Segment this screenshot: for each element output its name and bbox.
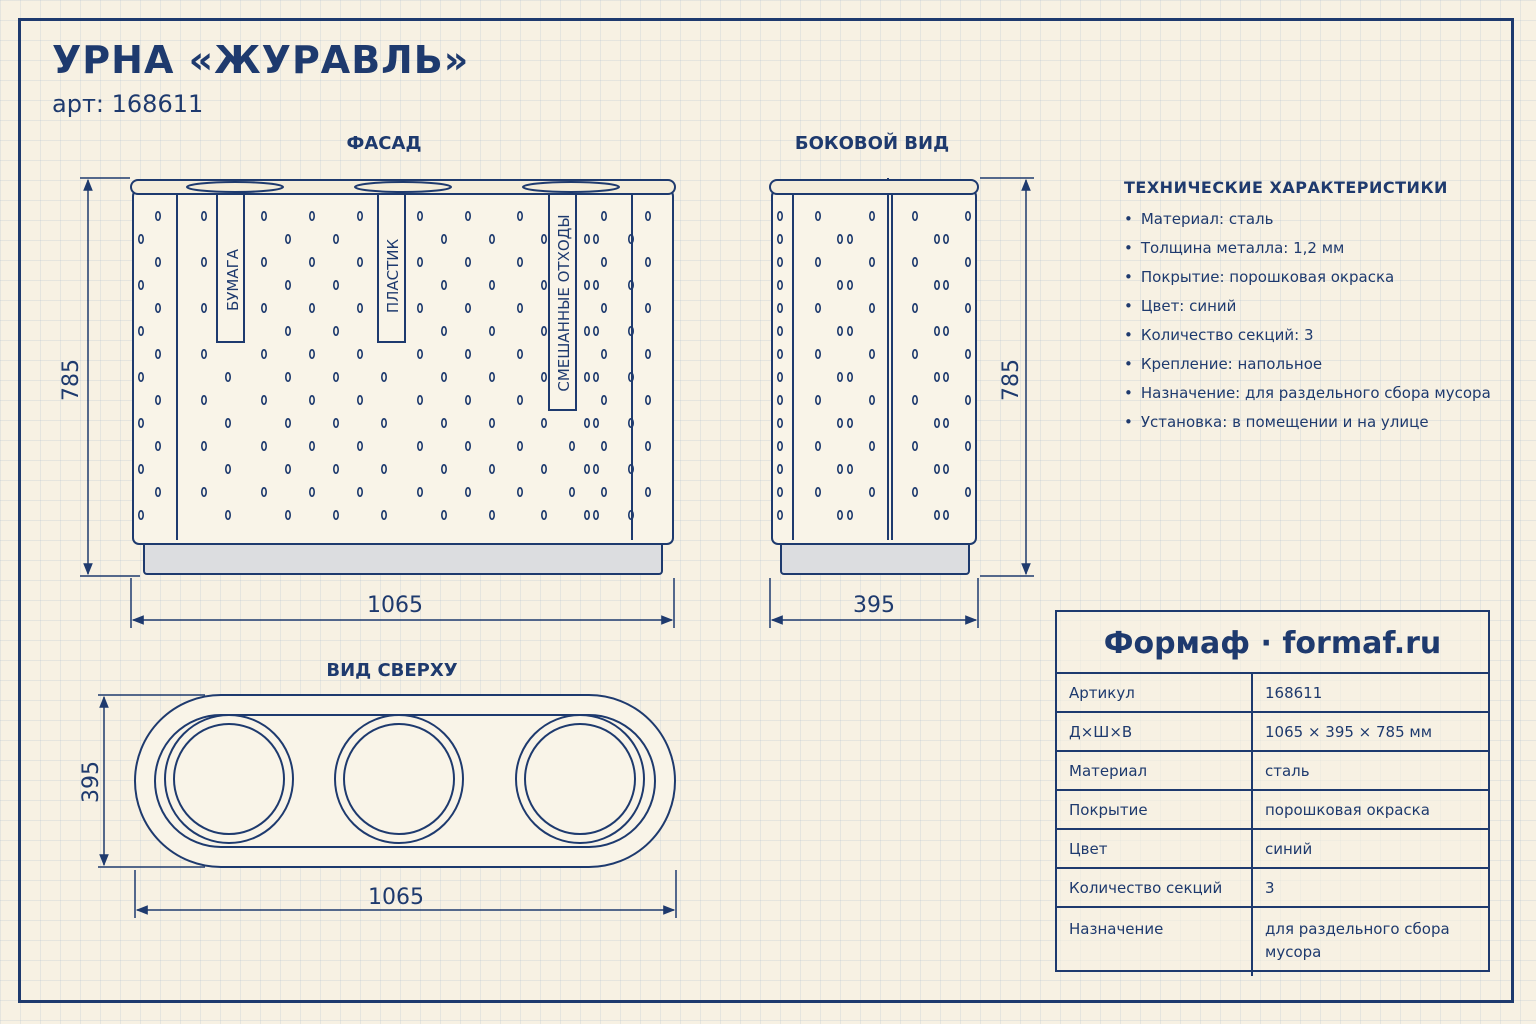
spec-item: • Цвет: синий — [1124, 292, 1504, 321]
row-key: Цвет — [1057, 829, 1252, 868]
side-base — [781, 540, 969, 574]
side-view — [770, 178, 978, 574]
table-row — [1057, 674, 1488, 712]
row-value: порошковая окраска — [1252, 790, 1488, 829]
row-key: Материал — [1057, 751, 1252, 790]
front-width-value: 1065 — [367, 593, 423, 618]
compartment-label-paper: БУМАГА — [224, 248, 242, 312]
side-lid — [770, 180, 978, 194]
table-row — [1057, 829, 1488, 868]
row-key: Покрытие — [1057, 790, 1252, 829]
row-key: Артикул — [1057, 674, 1252, 712]
front-view — [131, 180, 675, 574]
brand-title: Формаф · formaf.ru — [1057, 612, 1488, 674]
spec-item: • Толщина металла: 1,2 мм — [1124, 234, 1504, 263]
row-key: Д×Ш×В — [1057, 712, 1252, 751]
compartment-label-plastic: ПЛАСТИК — [384, 238, 402, 314]
spec-item: • Покрытие: порошковая окраска — [1124, 263, 1504, 292]
row-value: сталь — [1252, 751, 1488, 790]
top-view — [135, 695, 675, 867]
article-number: арт: 168611 — [52, 90, 204, 118]
side-height-value: 785 — [999, 359, 1024, 401]
info-table — [1057, 674, 1488, 976]
compartment-label-mixed: СМЕШАННЫЕ ОТХОДЫ — [555, 214, 573, 392]
row-key: Количество секций — [1057, 868, 1252, 907]
table-row — [1057, 751, 1488, 790]
row-key: Назначение — [1057, 907, 1252, 976]
row-value: 3 — [1252, 868, 1488, 907]
top-depth-value: 395 — [79, 761, 104, 803]
side-view-label: БОКОВОЙ ВИД — [794, 133, 950, 154]
spec-item: • Крепление: напольное — [1124, 350, 1504, 379]
spec-item: • Материал: сталь — [1124, 205, 1504, 234]
front-base — [144, 540, 662, 574]
row-value: 168611 — [1252, 674, 1488, 712]
page-title: УРНА «ЖУРАВЛЬ» — [52, 38, 470, 82]
row-value: синий — [1252, 829, 1488, 868]
front-height-value: 785 — [59, 359, 84, 401]
top-view-label: ВИД СВЕРХУ — [326, 660, 458, 681]
spec-item: • Количество секций: 3 — [1124, 321, 1504, 350]
table-row — [1057, 712, 1488, 751]
product-info-table — [1055, 610, 1490, 972]
side-width-value: 395 — [853, 593, 895, 618]
technical-specs — [1124, 178, 1504, 437]
top-width-value: 1065 — [368, 885, 424, 910]
table-row — [1057, 907, 1488, 976]
row-value: 1065 × 395 × 785 мм — [1252, 712, 1488, 751]
table-row — [1057, 868, 1488, 907]
spec-item: • Назначение: для раздельного сбора мусора — [1124, 379, 1504, 408]
row-value: для раздельного сбора мусора — [1265, 920, 1450, 961]
specs-heading: ТЕХНИЧЕСКИЕ ХАРАКТЕРИСТИКИ — [1124, 178, 1448, 197]
spec-item: • Установка: в помещении и на улице — [1124, 408, 1504, 437]
table-row — [1057, 790, 1488, 829]
front-view-label: ФАСАД — [346, 133, 422, 154]
specs-list — [1124, 205, 1504, 437]
